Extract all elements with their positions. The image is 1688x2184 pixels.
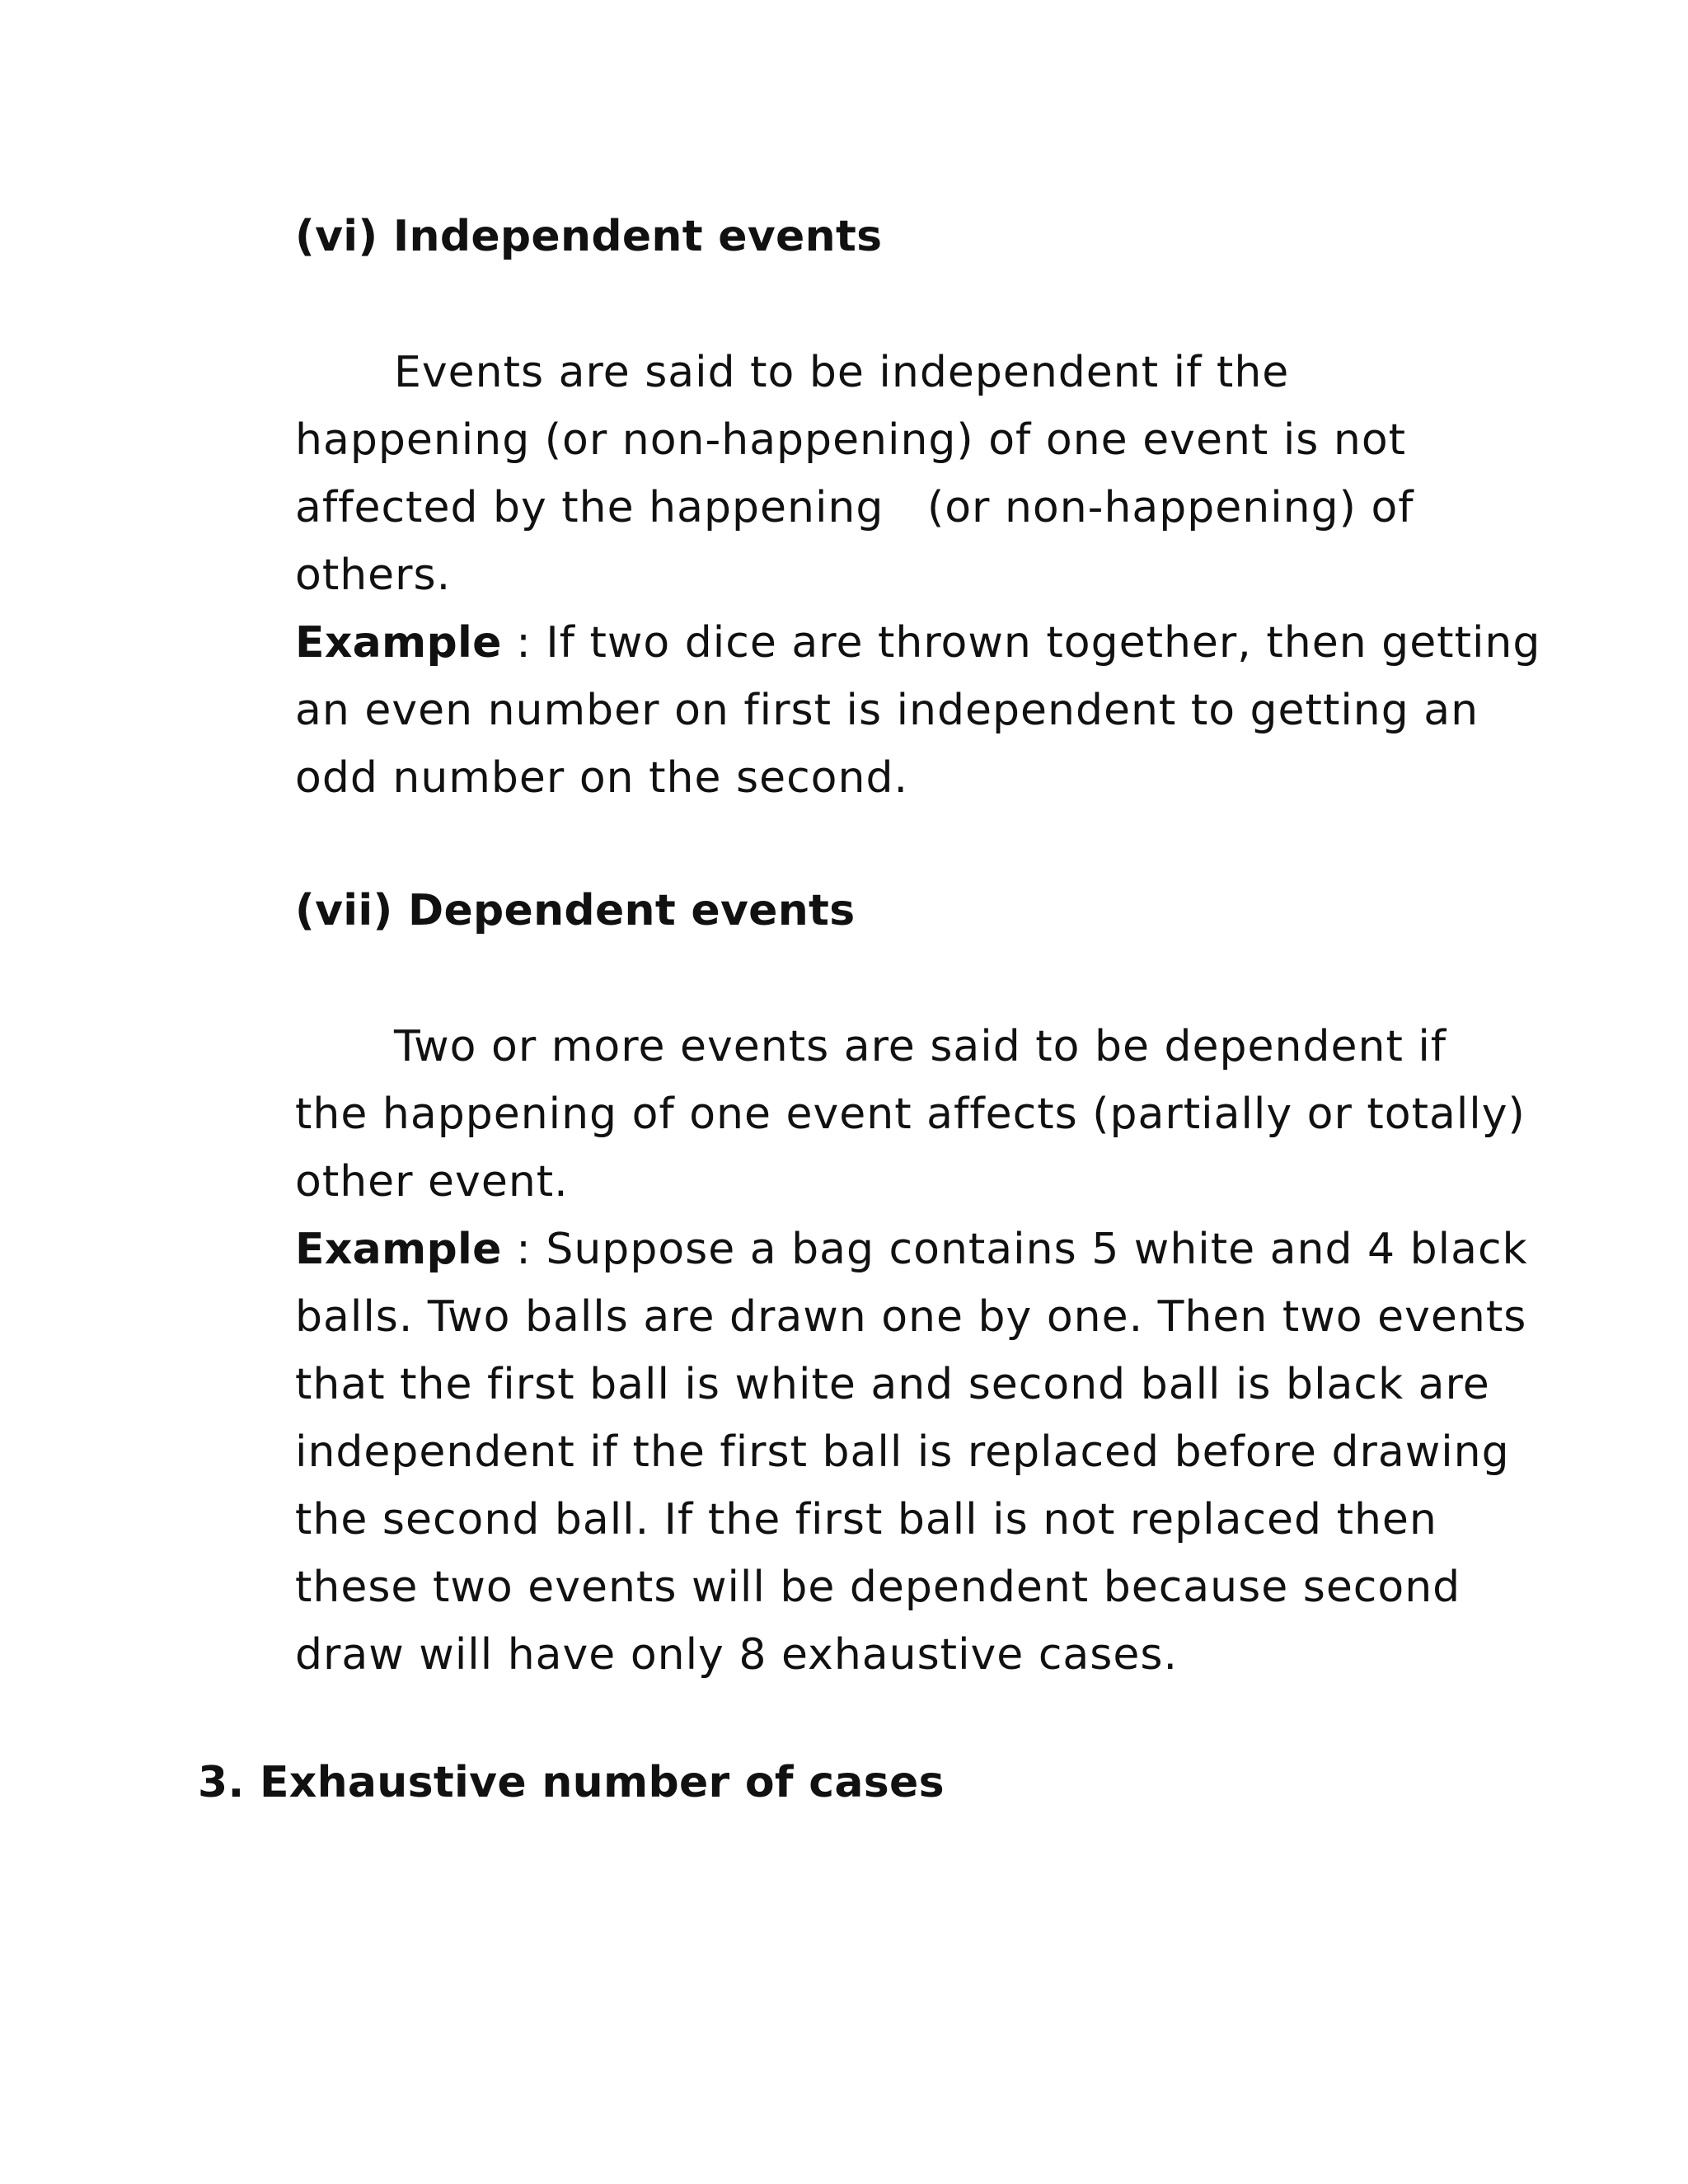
definition-line: Events are said to be independent if the — [394, 348, 1290, 397]
example-line: independent if the first ball is replaced before drawing — [295, 1427, 1510, 1477]
definition-line: others. — [295, 551, 452, 600]
example-text: : If two dice are thrown together, then getting — [501, 618, 1541, 668]
section-vii-heading: (vii) Dependent events — [295, 886, 856, 935]
example-line: these two events will be dependent because second — [295, 1563, 1461, 1612]
example-line: that the first ball is white and second ball is black are — [295, 1360, 1490, 1409]
definition-line: Two or more events are said to be dependent if — [394, 1022, 1447, 1071]
example-line: draw will have only 8 exhaustive cases. — [295, 1630, 1178, 1680]
definition-line: happening (or non-happening) of one event is not — [295, 415, 1407, 465]
example-line: odd number on the second. — [295, 753, 908, 803]
section-3-heading: 3. Exhaustive number of cases — [198, 1758, 945, 1807]
example-line: an even number on first is independent to getting an — [295, 686, 1479, 735]
definition-line: the happening of one event affects (partially or totally) — [295, 1090, 1526, 1139]
example-label: Example — [295, 618, 502, 668]
definition-line: affected by the happening (or non-happening) of — [295, 483, 1414, 532]
section-vi-body — [295, 339, 1541, 812]
section-vi-heading: (vi) Independent events — [295, 212, 883, 261]
example-line — [295, 609, 1541, 677]
example-label: Example — [295, 1225, 502, 1274]
example-line: balls. Two balls are drawn one by one. Then two events — [295, 1292, 1527, 1342]
example-line: the second ball. If the first ball is not replaced then — [295, 1495, 1437, 1544]
definition-line: other event. — [295, 1157, 569, 1207]
example-text: : Suppose a bag contains 5 white and 4 black — [501, 1225, 1528, 1274]
example-line — [295, 1216, 1528, 1283]
section-vii-body — [295, 1013, 1528, 1689]
